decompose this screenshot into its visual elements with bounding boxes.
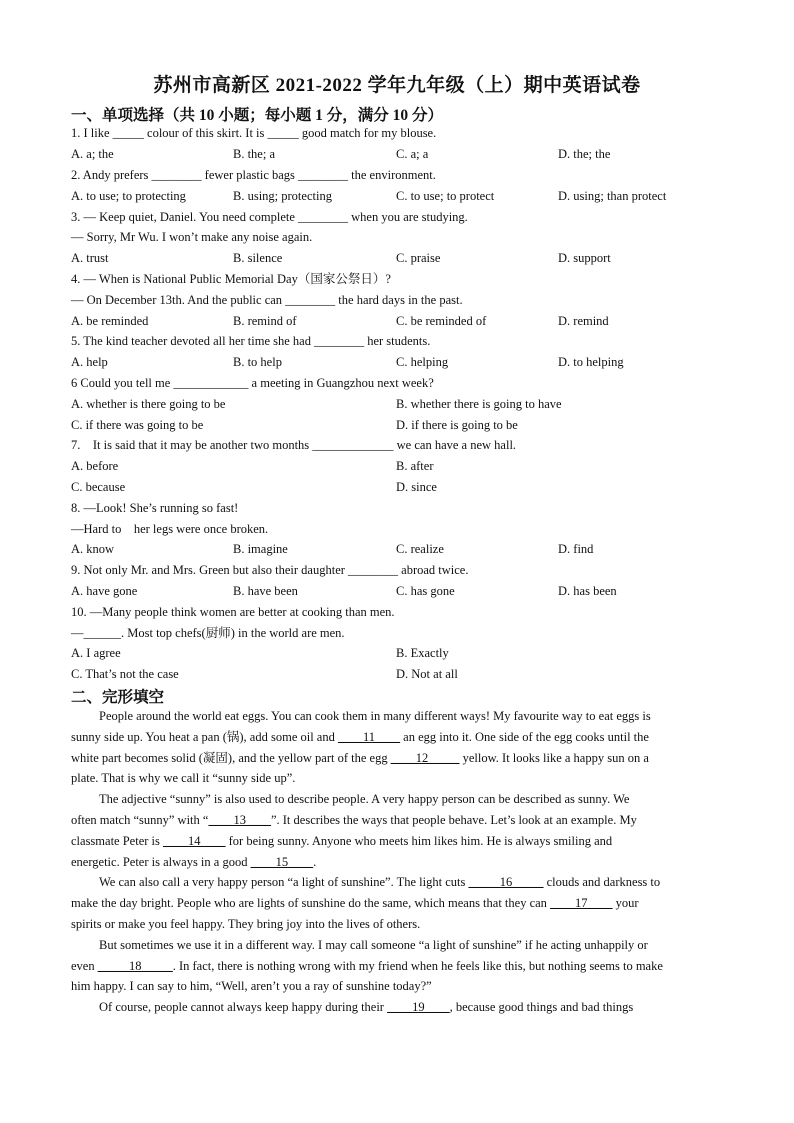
passage-text: him happy. I can say to him, “Well, aren’t you a ray of sunshine today?” xyxy=(71,979,432,994)
passage-line xyxy=(71,872,723,893)
q7-option-b: B. after xyxy=(396,459,434,473)
q10-option-c: C. That’s not the case xyxy=(71,667,179,681)
passage-line xyxy=(71,852,723,873)
q8-option-d: D. find xyxy=(558,542,594,556)
passage-line xyxy=(71,914,723,935)
q1-option-a: A. a; the xyxy=(71,147,114,161)
passage-text: spirits or make you feel happy. They bring joy into the lives of others. xyxy=(71,916,421,931)
section2-heading: 二、完形填空 xyxy=(71,689,165,706)
q3-option-d: D. support xyxy=(558,251,611,265)
question-8-reply: —Hard to her legs were once broken. xyxy=(71,522,269,536)
q4-option-a: A. be reminded xyxy=(71,314,149,328)
passage-line xyxy=(71,706,723,727)
q2-option-a: A. to use; to protecting xyxy=(71,189,186,203)
cloze-blank: _____16_____ xyxy=(468,875,544,890)
q10-option-d: D. Not at all xyxy=(396,667,458,681)
question-9-stem: 9. Not only Mr. and Mrs. Green but also their daughter ________ abroad twice. xyxy=(71,563,469,577)
q10-option-b: B. Exactly xyxy=(396,646,449,660)
q3-option-a: A. trust xyxy=(71,251,109,265)
passage-text: even xyxy=(71,958,98,973)
q6-option-d: D. if there is going to be xyxy=(396,418,518,432)
cloze-blank: ____17____ xyxy=(550,896,613,911)
q5-option-d: D. to helping xyxy=(558,355,624,369)
passage-text: . xyxy=(313,854,317,869)
cloze-passage xyxy=(71,706,723,1018)
page-title: 苏州市高新区 2021-2022 学年九年级（上）期中英语试卷 xyxy=(153,75,641,96)
q9-option-d: D. has been xyxy=(558,584,617,598)
passage-text: Of course, people cannot always keep happy during their xyxy=(99,1000,388,1015)
passage-text: . In fact, there is nothing wrong with my friend when he feels like this, but nothing seems to make xyxy=(172,958,663,973)
passage-text: ”. It describes the ways that people behave. Let’s look at an example. My xyxy=(270,812,637,827)
passage-text: an egg into it. One side of the egg cooks until the xyxy=(400,729,649,744)
question-3-reply: — Sorry, Mr Wu. I won’t make any noise again. xyxy=(71,230,313,244)
q5-option-b: B. to help xyxy=(233,355,282,369)
cloze-blank: ____19____ xyxy=(387,1000,450,1015)
passage-line xyxy=(71,976,723,997)
question-7-stem: 7. It is said that it may be another two months _____________ we can have a new hall. xyxy=(71,438,517,452)
question-10-reply: —______. Most top chefs(厨师) in the world are men. xyxy=(71,626,345,640)
q5-option-a: A. help xyxy=(71,355,108,369)
q1-option-b: B. the; a xyxy=(233,147,276,161)
passage-text: , because good things and bad things xyxy=(449,1000,634,1015)
passage-line xyxy=(71,810,723,831)
q9-option-c: C. has gone xyxy=(396,584,455,598)
passage-text: plate. That is why we call it “sunny side up”. xyxy=(71,771,296,786)
cloze-blank: ____11____ xyxy=(337,729,401,744)
cloze-blank: ____15____ xyxy=(250,854,314,869)
passage-text: often match “sunny” with “ xyxy=(71,812,209,827)
passage-line xyxy=(71,789,723,810)
cloze-blank: ____14____ xyxy=(163,833,226,848)
passage-text: classmate Peter is xyxy=(71,833,163,848)
q1-option-c: C. a; a xyxy=(396,147,429,161)
passage-line xyxy=(71,727,723,748)
passage-text: yellow. It looks like a happy sun on a xyxy=(459,750,649,765)
cloze-blank: ____12_____ xyxy=(390,750,460,765)
q10-option-a: A. I agree xyxy=(71,646,121,660)
q8-option-a: A. know xyxy=(71,542,115,556)
q7-option-d: D. since xyxy=(396,480,437,494)
passage-line xyxy=(71,935,723,956)
q4-option-b: B. remind of xyxy=(233,314,297,328)
passage-line xyxy=(71,831,723,852)
passage-text: energetic. Peter is always in a good xyxy=(71,854,251,869)
q5-option-c: C. helping xyxy=(396,355,449,369)
q3-option-b: B. silence xyxy=(233,251,283,265)
q3-option-c: C. praise xyxy=(396,251,441,265)
passage-text: We can also call a very happy person “a light of sunshine”. The light cuts xyxy=(99,875,469,890)
q9-option-b: B. have been xyxy=(233,584,298,598)
cloze-blank: _____18_____ xyxy=(97,958,173,973)
passage-line xyxy=(71,997,723,1018)
q2-option-b: B. using; protecting xyxy=(233,189,332,203)
passage-line xyxy=(71,748,723,769)
passage-text: The adjective “sunny” is also used to describe people. A very happy person can be described as sunny. We xyxy=(99,792,630,807)
passage-line xyxy=(71,893,723,914)
q2-option-c: C. to use; to protect xyxy=(396,189,495,203)
question-6-stem: 6 Could you tell me ____________ a meeting in Guangzhou next week? xyxy=(71,376,434,390)
q6-option-c: C. if there was going to be xyxy=(71,418,204,432)
q4-option-d: D. remind xyxy=(558,314,609,328)
passage-line xyxy=(71,956,723,977)
q1-option-d: D. the; the xyxy=(558,147,611,161)
question-4-reply: — On December 13th. And the public can ________ the hard days in the past. xyxy=(71,293,463,307)
passage-text: sunny side up. You heat a pan (锅), add some oil and xyxy=(71,729,338,744)
question-2-stem: 2. Andy prefers ________ fewer plastic bags ________ the environment. xyxy=(71,168,436,182)
q7-option-c: C. because xyxy=(71,480,126,494)
cloze-blank: ____13____ xyxy=(208,812,271,827)
section1-heading: 一、单项选择（共 10 小题；每小题 1 分，满分 10 分） xyxy=(71,107,444,124)
passage-text: white part becomes solid (凝固), and the yellow part of the egg xyxy=(71,750,391,765)
passage-text: People around the world eat eggs. You can cook them in many different ways! My favourite way to eat eggs is xyxy=(99,709,651,723)
q6-option-a: A. whether is there going to be xyxy=(71,397,226,411)
q4-option-c: C. be reminded of xyxy=(396,314,487,328)
passage-text: But sometimes we use it in a different way. I may call someone “a light of sunshine” if he acting unhappily or xyxy=(99,937,648,952)
question-5-stem: 5. The kind teacher devoted all her time she had ________ her students. xyxy=(71,334,431,348)
question-1-stem: 1. I like _____ colour of this skirt. It is _____ good match for my blouse. xyxy=(71,126,437,140)
question-8-stem: 8. —Look! She’s running so fast! xyxy=(71,501,239,515)
passage-text: your xyxy=(612,896,639,911)
question-4-stem: 4. — When is National Public Memorial Day（国家公祭日）? xyxy=(71,272,391,286)
q6-option-b: B. whether there is going to have xyxy=(396,397,562,411)
passage-line xyxy=(71,768,723,789)
question-10-stem: 10. —Many people think women are better at cooking than men. xyxy=(71,605,395,619)
question-3-stem: 3. — Keep quiet, Daniel. You need complete ________ when you are studying. xyxy=(71,210,468,224)
passage-text: for being sunny. Anyone who meets him likes him. He is always smiling and xyxy=(225,833,613,848)
q9-option-a: A. have gone xyxy=(71,584,138,598)
q2-option-d: D. using; than protect xyxy=(558,189,667,203)
q8-option-b: B. imagine xyxy=(233,542,288,556)
passage-text: make the day bright. People who are lights of sunshine do the same, which means that they can xyxy=(71,896,551,911)
q8-option-c: C. realize xyxy=(396,542,444,556)
passage-text: clouds and darkness to xyxy=(543,875,661,890)
q7-option-a: A. before xyxy=(71,459,119,473)
